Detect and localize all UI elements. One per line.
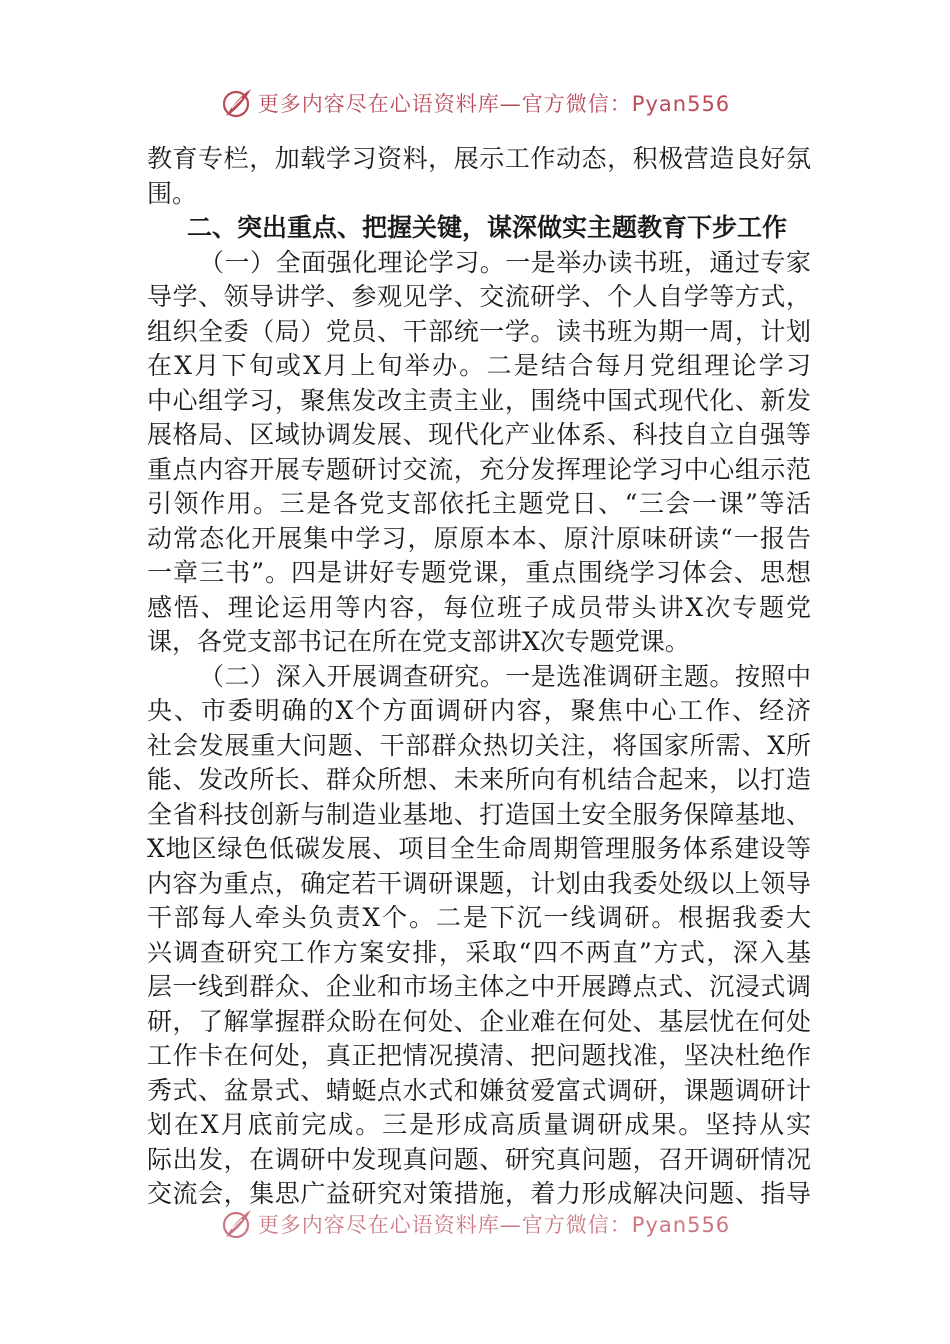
text-line: 内容为重点，确定若干调研课题，计划由我委处级以上领导 <box>147 868 811 898</box>
text-line: 社会发展重大问题、干部群众热切关注，将国家所需、X所 <box>147 730 811 760</box>
text-line: 秀式、盆景式、蜻蜓点水式和嫌贫爱富式调研，课题调研计 <box>147 1075 811 1105</box>
text-line: 研，了解掌握群众盼在何处、企业难在何处、基层忧在何处 <box>147 1006 811 1036</box>
watermark-text: 更多内容尽在心语资料库—官方微信：Pyan556 <box>257 1213 731 1237</box>
section-heading: 二、突出重点、把握关键，谋深做实主题教育下步工作 <box>187 213 788 242</box>
text-line: 兴调查研究工作方案安排，采取“四不两直”方式，深入基 <box>147 937 811 967</box>
subsection-lead-line: （二）深入开展调查研究。一是选准调研主题。按照中 <box>199 661 811 691</box>
text-line: 中心组学习，聚焦发改主责主业，围绕中国式现代化、新发 <box>147 385 811 415</box>
text-line: 能、发改所长、群众所想、未来所向有机结合起来，以打造 <box>147 765 811 794</box>
quill-logo-icon <box>220 1207 254 1241</box>
text-line: 组织全委（局）党员、干部统一学。读书班为期一周，计划 <box>147 316 811 346</box>
text-line: 重点内容开展专题研讨交流，充分发挥理论学习中心组示范 <box>147 454 811 484</box>
text-line: 层一线到群众、企业和市场主体之中开展蹲点式、沉浸式调 <box>147 972 811 1001</box>
text-line: 干部每人牵头负责X个。二是下沉一线调研。根据我委大 <box>147 903 811 932</box>
text-line: 央、市委明确的X个方面调研内容，聚焦中心工作、经济 <box>147 696 811 725</box>
text-line: 划在X月底前完成。三是形成高质量调研成果。坚持从实 <box>147 1110 811 1139</box>
text-line: 展格局、区域协调发展、现代化产业体系、科技自立自强等 <box>147 420 811 449</box>
text-line: 交流会，集思广益研究对策措施，着力形成解决问题、指导 <box>147 1179 811 1208</box>
text-line: 一章三书”。四是讲好专题党课，重点围绕学习体会、思想 <box>147 558 811 587</box>
quill-logo-icon <box>220 86 254 120</box>
text-line: 工作卡在何处，真正把情况摸清、把问题找准，坚决杜绝作 <box>147 1041 811 1070</box>
text-line: 全省科技创新与制造业基地、打造国土安全服务保障基地、 <box>147 799 811 829</box>
text-line: 际出发，在调研中发现真问题、研究真问题，召开调研情况 <box>147 1144 811 1174</box>
text-line: 在X月下旬或X月上旬举办。二是结合每月党组理论学习 <box>147 351 811 380</box>
text-line: 导学、领导讲学、参观见学、交流研学、个人自学等方式， <box>147 282 811 311</box>
text-line: 围。 <box>147 178 198 208</box>
document-body <box>147 142 811 1212</box>
watermark-text: 更多内容尽在心语资料库—官方微信：Pyan556 <box>257 92 731 116</box>
text-line: 教育专栏，加载学习资料，展示工作动态，积极营造良好氛 <box>147 144 811 173</box>
subsection-lead-line: （一）全面强化理论学习。一是举办读书班，通过专家 <box>199 247 811 277</box>
text-line: X地区绿色低碳发展、项目全生命周期管理服务体系建设等 <box>147 834 811 863</box>
text-line: 感悟、理论运用等内容，每位班子成员带头讲X次专题党 <box>147 592 811 622</box>
watermark-bottom <box>0 1207 950 1241</box>
watermark-top <box>0 86 950 120</box>
text-line: 引领作用。三是各党支部依托主题党日、“三会一课”等活 <box>147 489 811 518</box>
text-line: 课，各党支部书记在所在党支部讲X次专题党课。 <box>147 627 690 656</box>
text-line: 动常态化开展集中学习，原原本本、原汁原味研读“一报告 <box>147 523 811 553</box>
